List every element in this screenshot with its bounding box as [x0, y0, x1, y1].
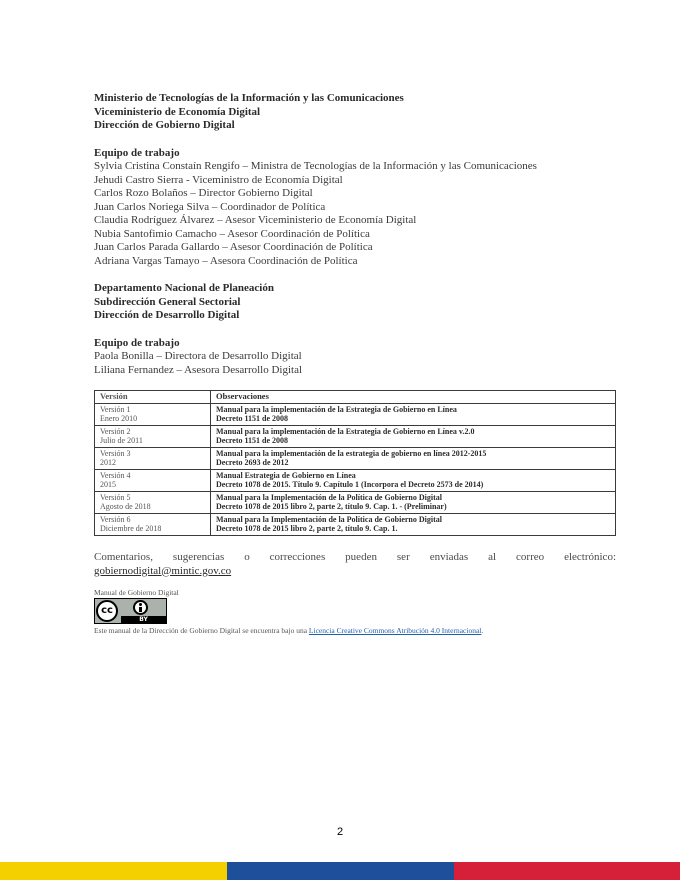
version-cell	[95, 425, 211, 447]
by-label: BY	[121, 616, 166, 623]
team-section-mintic	[94, 147, 616, 269]
directorate-name: Dirección de Gobierno Digital	[94, 119, 235, 131]
creative-commons-icon: cc	[96, 600, 118, 622]
observation-title: Manual Estrategia de Gobierno en Línea	[216, 470, 356, 480]
dnp-directorate-name: Dirección de Desarrollo Digital	[94, 309, 240, 321]
version-label: Versión 4	[100, 470, 131, 480]
table-row	[95, 513, 616, 535]
observations-cell	[211, 469, 616, 491]
version-cell	[95, 447, 211, 469]
observation-decree: Decreto 1078 de 2015. Título 9. Capítulo 1 (Incorpora el Decreto 2573 de 2014)	[216, 480, 484, 489]
license-statement	[94, 626, 616, 635]
team-member: Carlos Rozo Bolaños – Director Gobierno Digital	[94, 187, 313, 199]
observation-title: Manual para la Implementación de la Política de Gobierno Digital	[216, 492, 442, 502]
version-cell	[95, 469, 211, 491]
observation-decree: Decreto 1078 de 2015 libro 2, parte 2, título 9. Cap. 1.	[216, 524, 398, 533]
version-date: 2015	[100, 480, 116, 489]
team-member: Adriana Vargas Tamayo – Asesora Coordinación de Política	[94, 254, 358, 267]
observation-title: Manual para la implementación de la Estrategia de Gobierno en Línea	[216, 404, 457, 414]
observations-column-header: Observaciones	[211, 391, 616, 404]
team-member: Liliana Fernandez – Asesora Desarrollo Digital	[94, 363, 303, 376]
team-member: Jehudi Castro Sierra - Viceministro de Economía Digital	[94, 173, 343, 186]
team-section-dnp	[94, 337, 616, 378]
observation-decree: Decreto 2693 de 2012	[216, 458, 289, 467]
ministry-name: Ministerio de Tecnologías de la Información y las Comunicaciones	[94, 92, 404, 104]
table-row	[95, 447, 616, 469]
observations-cell	[211, 403, 616, 425]
version-label: Versión 1	[100, 404, 131, 414]
team-member: Juan Carlos Parada Gallardo – Asesor Coordinación de Política	[94, 241, 373, 253]
email-line	[94, 564, 616, 578]
team-member: Sylvia Cristina Constaín Rengifo – Ministra de Tecnologías de la Información y las Comunicaciones	[94, 160, 537, 172]
observation-decree: Decreto 1151 de 2008	[216, 436, 289, 445]
attribution-person-icon	[133, 600, 148, 615]
license-text: Este manual de la Dirección de Gobierno Digital se encuentra bajo una	[94, 625, 309, 635]
team-member: Claudia Rodríguez Álvarez – Asesor Viceministerio de Economía Digital	[94, 214, 417, 226]
table-header-row	[95, 391, 616, 404]
footer-color-bar	[0, 862, 680, 880]
footer-red-stripe	[454, 862, 680, 880]
team-member: Nubia Santofimio Camacho – Asesor Coordinación de Política	[94, 227, 370, 240]
observation-title: Manual para la Implementación de la Política de Gobierno Digital	[216, 514, 442, 524]
version-label: Versión 3	[100, 448, 131, 458]
version-column-header: Versión	[95, 391, 211, 404]
email-link[interactable]: gobiernodigital@mintic.gov.co	[94, 564, 232, 577]
observations-cell	[211, 491, 616, 513]
observation-title: Manual para la implementación de la estrategia de gobierno en línea 2012-2015	[216, 448, 487, 458]
version-cell	[95, 403, 211, 425]
version-date: Agosto de 2018	[100, 502, 151, 511]
team-member: Paola Bonilla – Directora de Desarrollo Digital	[94, 350, 302, 362]
version-cell	[95, 491, 211, 513]
team-title: Equipo de trabajo	[94, 146, 180, 159]
version-label: Versión 2	[100, 426, 131, 436]
footer-yellow-stripe	[0, 862, 227, 880]
version-label: Versión 5	[100, 492, 131, 502]
footer-blue-stripe	[227, 862, 454, 880]
version-cell	[95, 513, 211, 535]
version-table	[94, 390, 616, 536]
observation-decree: Decreto 1151 de 2008	[216, 414, 289, 423]
license-end: .	[481, 625, 484, 635]
version-date: Julio de 2011	[100, 436, 143, 445]
dnp-name: Departamento Nacional de Planeación	[94, 282, 274, 294]
table-row	[95, 425, 616, 447]
table-row	[95, 403, 616, 425]
manual-label: Manual de Gobierno Digital	[94, 587, 179, 597]
observation-title: Manual para la implementación de la Estrategia de Gobierno en Línea v.2.0	[216, 426, 475, 436]
version-label: Versión 6	[100, 514, 131, 524]
subdirectorate-name: Subdirección General Sectorial	[94, 295, 241, 308]
dnp-header	[94, 282, 616, 323]
version-date: Diciembre de 2018	[100, 524, 162, 533]
table-row	[95, 491, 616, 513]
version-date: Enero 2010	[100, 414, 138, 423]
observations-cell	[211, 447, 616, 469]
version-date: 2012	[100, 458, 116, 467]
comments-text: Comentarios, sugerencias o correcciones pueden ser enviadas al correo electrónico:	[94, 550, 616, 563]
observations-cell	[211, 513, 616, 535]
observation-decree: Decreto 1078 de 2015 libro 2, parte 2, título 9. Cap. 1. - (Preliminar)	[216, 502, 447, 511]
table-row	[95, 469, 616, 491]
viceministry-name: Viceministerio de Economía Digital	[94, 105, 261, 118]
cc-by-license-badge[interactable]	[94, 598, 167, 624]
observations-cell	[211, 425, 616, 447]
team-title: Equipo de trabajo	[94, 336, 180, 349]
page-number: 2	[336, 826, 344, 838]
ministry-header	[94, 92, 616, 133]
page-content	[94, 92, 616, 635]
team-member: Juan Carlos Noriega Silva – Coordinador de Política	[94, 200, 326, 213]
license-link[interactable]: Licencia Creative Commons Atribución 4.0 Internacional	[308, 625, 482, 635]
